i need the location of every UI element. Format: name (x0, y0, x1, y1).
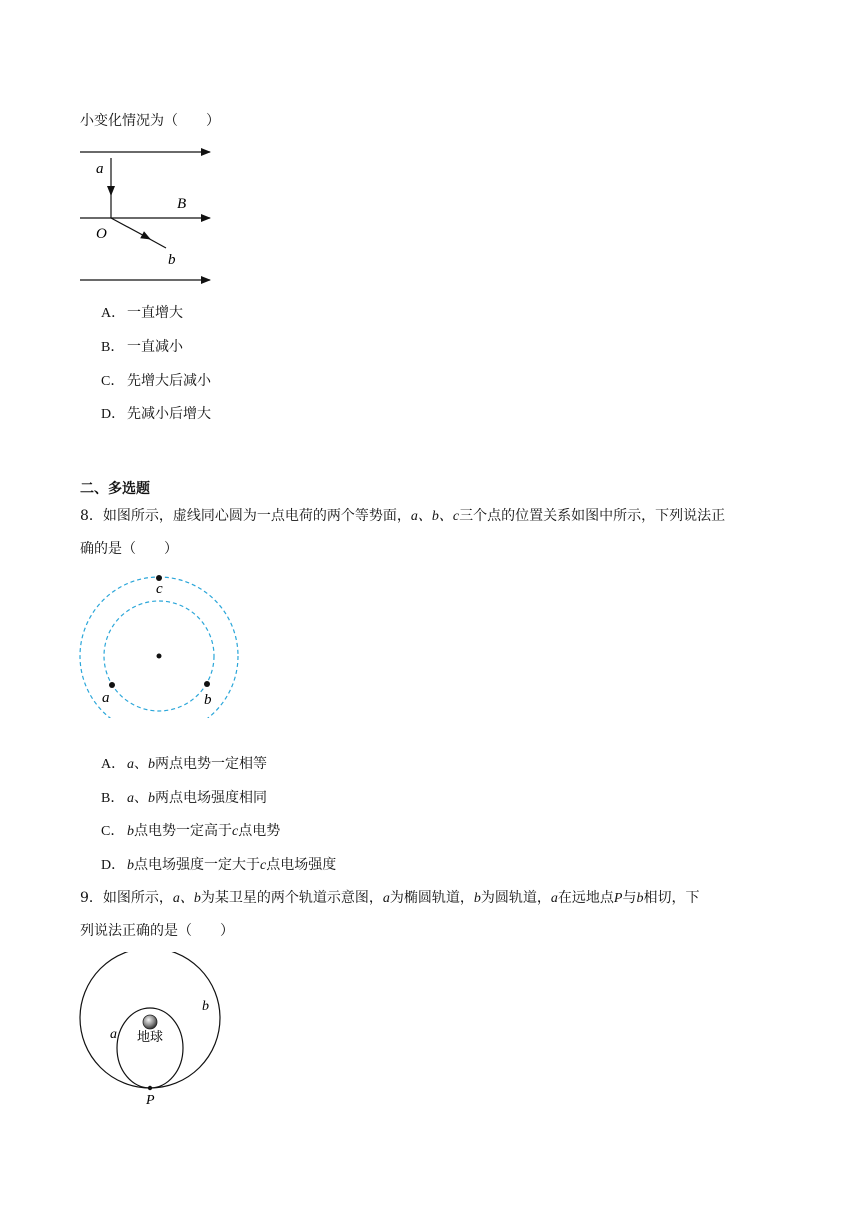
q8-stem-line1: 8．如图所示，虚线同心圆为一点电荷的两个等势面，a、b、c三个点的位置关系如图中所示，下列说法正 (80, 508, 726, 524)
label-P: P (146, 1093, 155, 1108)
label-a: a (102, 690, 110, 706)
q7-stem-tail: 小变化情况为（ ） (80, 113, 220, 129)
q7-magnetic-field-figure (74, 140, 224, 290)
label-a: a (96, 161, 104, 177)
q9-stem-line1: 9．如图所示，a、b为某卫星的两个轨道示意图，a为椭圆轨道，b为圆轨道，a在远地点P与b相切，下 (80, 890, 700, 906)
q7-option-b[interactable]: B． 一直减小 (101, 339, 183, 355)
q8-option-d[interactable]: D． b点电场强度一定大于c点电场强度 (101, 857, 337, 873)
q8-stem-line2: 确的是（ ） (80, 541, 178, 557)
point-charge-dot (157, 654, 162, 659)
q7-option-a[interactable]: A． 一直增大 (101, 305, 183, 321)
label-b: b (202, 999, 209, 1014)
q8-option-a[interactable]: A． a、b两点电势一定相等 (101, 756, 267, 772)
label-b: b (168, 252, 176, 268)
point-b-dot (204, 681, 210, 687)
earth-icon (143, 1015, 157, 1029)
q7-option-d[interactable]: D． 先减小后增大 (101, 406, 211, 422)
point-a-dot (109, 682, 115, 688)
rod-b (146, 237, 166, 248)
q9-orbit-figure (76, 952, 226, 1112)
label-b: b (204, 692, 212, 708)
label-a: a (110, 1027, 117, 1042)
q7-option-c[interactable]: C． 先增大后减小 (101, 373, 211, 389)
q9-stem-line2: 列说法正确的是（ ） (80, 923, 234, 939)
q8-equipotential-figure (78, 572, 242, 718)
label-B: B (177, 196, 187, 212)
point-P-dot (148, 1086, 152, 1090)
label-c: c (156, 581, 163, 597)
label-O: O (96, 226, 107, 242)
section-title: 二、多选题 (80, 481, 150, 497)
q8-option-c[interactable]: C． b点电势一定高于c点电势 (101, 823, 281, 839)
q8-option-b[interactable]: B． a、b两点电场强度相同 (101, 790, 267, 806)
rod-b-arrow (111, 218, 150, 239)
earth-label: 地球 (137, 1030, 164, 1045)
